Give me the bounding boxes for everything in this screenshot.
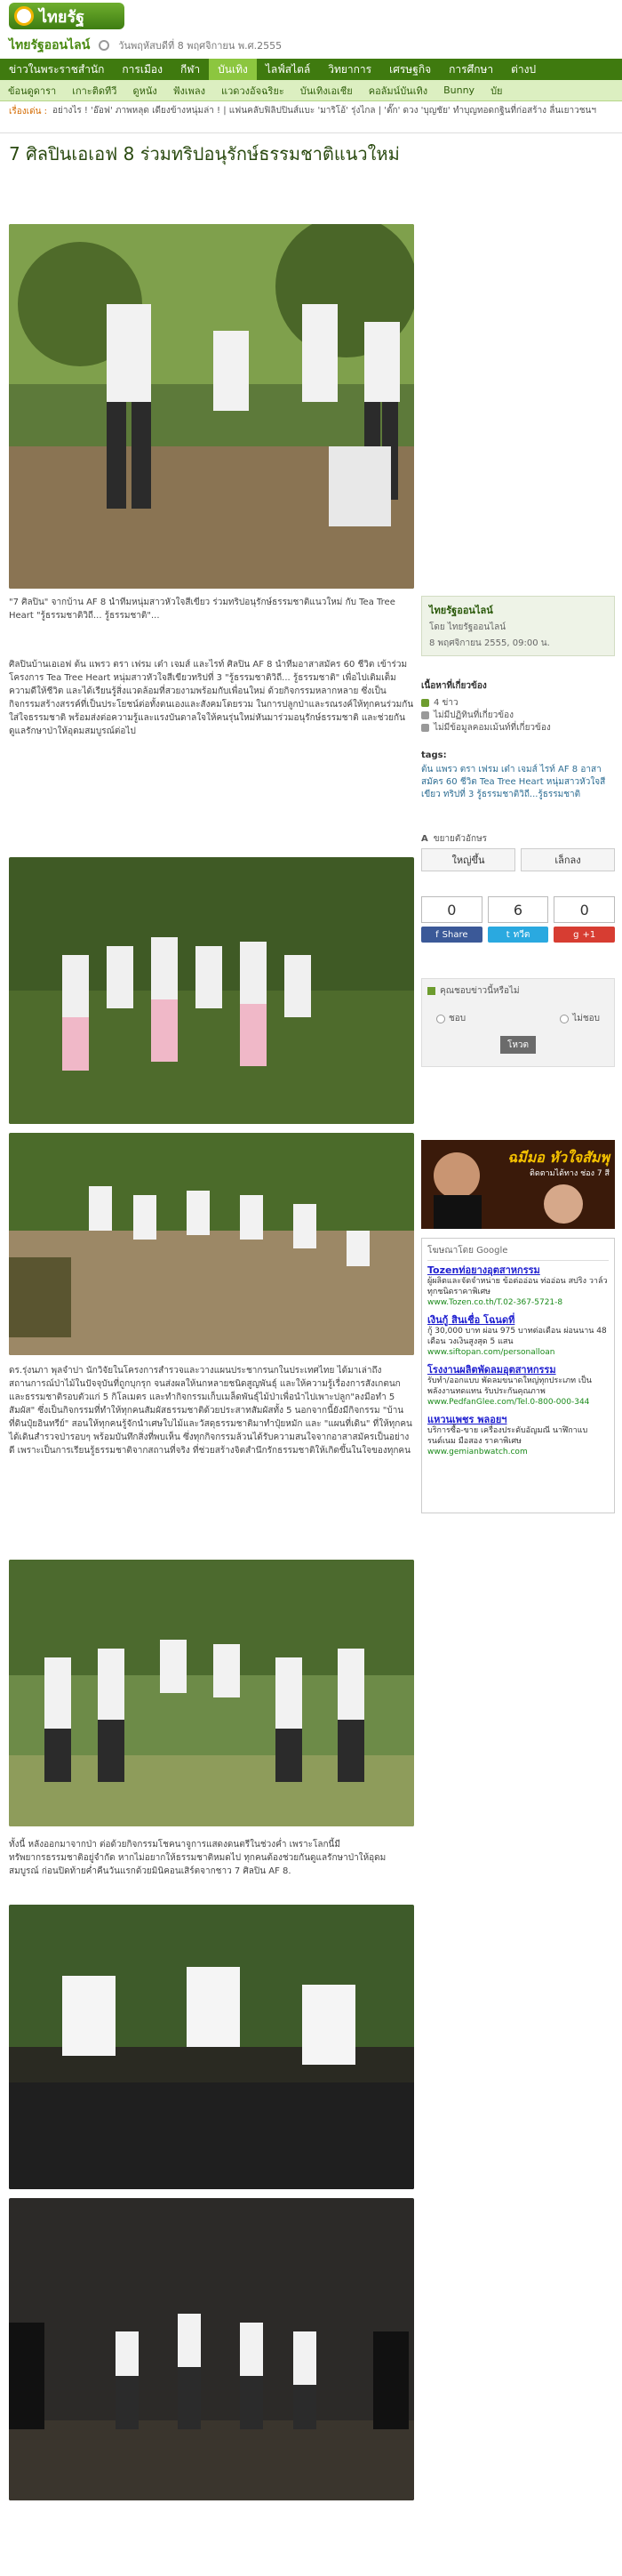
poll-icon (427, 987, 435, 995)
nav-item[interactable]: ข่าวในพระราชสำนัก (9, 62, 105, 76)
article-photo-2[interactable] (9, 857, 414, 1124)
facebook-share (421, 896, 482, 943)
banner-title: ฉมีมอ หัวใจสัมพุ (507, 1149, 610, 1166)
article-info-box (421, 596, 615, 656)
nav-item[interactable]: การเมือง (122, 62, 163, 76)
twitter-icon: t (506, 929, 510, 940)
subnav-item[interactable]: ข้อนดูดารา (8, 84, 57, 97)
radio-icon[interactable] (560, 1015, 569, 1023)
related-item[interactable]: ไม่มีปฏิทินที่เกี่ยวข้อง (421, 709, 615, 721)
tags-block (421, 750, 615, 801)
info-datetime: 8 พฤศจิกายน 2555, 09:00 น. (429, 638, 550, 648)
font-size-label: A ขยายตัวอักษร (421, 834, 488, 844)
poll-box (421, 978, 615, 1067)
article-photo-6[interactable] (9, 2198, 414, 2500)
nav-item[interactable]: วิทยาการ (328, 62, 372, 76)
article-paragraph: ศิลปินบ้านเอเอฟ ต้น แพรว ตรา เฟรม เต๋า เจมส์ และไรท์ ศิลปิน AF 8 นำทีมอาสาสมัคร 60 ชีวิต เข้าร่วมโครงการ Tea Tree Heart หนุ่มสาวหัวใจสีเขียวทริปที่ 3 "รู้ธรรมชาติวิถี... รู้ธรรมชาติ" เพื่อไปเติมเต็มความดีให้ชีวิต และได้เรียนรู้สิ่งแวดล้อมที่สวยงามพร้อมกับเพื่อนใหม่ ด้วยกิจกรรมหลากหลาย ซึ่งเป็นกิจกรรมสร้างสรรค์ที่เป็นประโยชน์ต่อทั้งตนเองและสังคมโดยรวม ในการปลูกป่าและรณรงค์ให้ทุกคนร่วมกันใส่ใจธรรมชาติ พร้อมส่งต่อความรู้และแรงบันดาลใจให้คนรุ่นใหม่หันมาร่วมอนุรักษ์ธรรมชาติ และช่วยกันดูแลรักษาป่าให้อุดมสมบูรณ์ต่อไป (9, 660, 414, 736)
site-name[interactable]: ไทยรัฐออนไลน์ (9, 38, 91, 52)
promo-banner[interactable] (421, 1140, 615, 1229)
facebook-count: 0 (421, 896, 482, 923)
article-paragraph: "7 ศิลปิน" จากบ้าน AF 8 นำทีมหนุ่มสาวหัวใจสีเขียว ร่วมทริปอนุรักษ์ธรรมชาติแนวใหม่ กับ Tea Tree Heart "รู้ธรรมชาติวิถี... รู้ธรรมชาติ"... (9, 598, 395, 621)
ad-item[interactable]: แหวนเพชร พลอยฯ บริการซื้อ-ขาย เครื่องประดับอัญมณี นาฬิกาแบรนด์เนม มือสอง ราคาพิเศษ www.gemianbwatch.com (427, 1414, 588, 1457)
font-size-icon: A (421, 834, 428, 844)
article-photo-1[interactable] (9, 224, 414, 589)
comment-icon (421, 724, 429, 732)
logo-mark-icon (14, 6, 34, 26)
tag-links[interactable]: ต้น แพรว ตรา เฟรม เต๋า เจมส์ ไรท์ AF 8 อาสาสมัคร 60 ชีวิต Tea Tree Heart หนุ่มสาวหัวใจสีเขียว ทริปที่ 3 รู้ธรรมชาติวิถี...รู้ธรรมชาติ (421, 765, 606, 799)
poll-option-no[interactable]: ไม่ชอบ (560, 1012, 600, 1025)
gplus-share (554, 896, 615, 943)
related-title: เนื้อหาที่เกี่ยวข้อง (421, 681, 487, 691)
facebook-icon: f (435, 929, 439, 940)
radio-icon[interactable] (436, 1015, 445, 1023)
hot-news-bar (0, 101, 622, 133)
ad-item[interactable]: โรงงานผลิตพัดลมอุตสาหกรรม รับทำ/ออกแบบ พัดลมขนาดใหญ่ทุกประเภท เป็นพลังงานทดแทน รับประกันคุณภาพ www.PedfanGlee.com/Tel.0-800-000-344 (427, 1364, 592, 1407)
nav-item[interactable]: เศรษฐกิจ (389, 62, 432, 76)
subhead (0, 32, 622, 59)
nav-item-active[interactable]: บันเทิง (209, 59, 257, 80)
twitter-share (488, 896, 549, 943)
logo-text: ไทยรัฐ (39, 7, 85, 27)
nav-item[interactable]: การศึกษา (449, 62, 494, 76)
poll-vote-button[interactable]: โหวต (500, 1036, 536, 1054)
poll (427, 984, 609, 1054)
font-larger-button[interactable]: ใหญ่ขึ้น (421, 848, 515, 871)
share-counters (421, 896, 615, 943)
related-item[interactable]: 4 ข่าว (421, 696, 615, 709)
font-size-buttons (421, 848, 615, 871)
poll-option-yes[interactable]: ชอบ (436, 1012, 466, 1025)
gplus-count: 0 (554, 896, 615, 923)
subnav-item[interactable]: เกาะติดทีวี (72, 84, 117, 97)
banner-subtitle: ติดตามได้ทาง ช่อง 7 สี (530, 1169, 610, 1178)
clock-icon (99, 40, 109, 51)
subnav-item[interactable]: คอลัมน์บันเทิง (368, 84, 428, 97)
ad-item[interactable]: เงินกู้ สินเชื่อ โฉนดที่ กู้ 30,000 บาท ผ่อน 975 บาทต่อเดือน ผ่อนนาน 48 เดือน วงเงินสูงสุด 5 แสน www.siftopan.com/personalloan (427, 1314, 607, 1357)
font-smaller-button[interactable]: เล็กลง (521, 848, 615, 871)
nav-item[interactable]: กีฬา (179, 62, 201, 76)
nav-item[interactable]: ไลฟ์สไตล์ (265, 62, 311, 76)
twitter-share-button[interactable]: t ทวีต (488, 927, 549, 943)
subnav-item[interactable]: บัย (490, 84, 503, 97)
poll-question: คุณชอบข่าวนี้หรือไม่ (440, 986, 520, 996)
article-photo-4[interactable] (9, 1560, 414, 1826)
thairath-logo[interactable] (9, 3, 124, 29)
twitter-count: 6 (488, 896, 549, 923)
calendar-icon (421, 711, 429, 719)
subnav-item[interactable]: ฟังเพลง (172, 84, 206, 97)
current-date: วันพฤหัสบดีที่ 8 พฤศจิกายน พ.ศ.2555 (118, 40, 283, 52)
info-author: โดย ไทยรัฐออนไลน์ (429, 622, 506, 632)
article-headline: 7 ศิลปินเอเอฟ 8 ร่วมทริปอนุรักษ์ธรรมชาติแนวใหม่ (9, 143, 400, 165)
article-paragraph: ดร.รุ่งนภา พุลจำปา นักวิจัยในโครงการสำรวจและวางแผนประชากรนกในประเทศไทย ได้มาเล่าถึงสถานการณ์ป่าไม้ในปัจจุบันที่ถูกบุกรุก จนส่งผลให้นกหลายชนิดสูญพันธุ์ และให้ความรู้เรื่องการสังเกตนกและธรรมชาติรอบตัวแก่ 5 กิโลเมตร และทำกิจกรรมเก็บเมล็ดพันธุ์ไม้ป่าเพื่อนำไปเพาะปลูก"ลงมือทำ 5 สัมผัส" ซึ่งเป็นกิจกรรมที่ทำให้ทุกคนสัมผัสธรรมชาติด้วยประสาทสัมผัสทั้ง 5 นอกจากนี้ยังมีกิจกรรม "บ้านที่ดินปุ๋ยอินทรีย์" สอนให้ทุกคนรู้จักนำเศษใบไม้และวัสดุธรรมชาติมาทำปุ๋ยหมัก และ "แผนที่เดิน" ที่ให้ทุกคนได้เดินสำรวจป่ารอบๆ พร้อมบันทึกสิ่งที่พบเห็น ซึ่งทุกกิจกรรมล้วนได้รับความสนใจจากอาสาสมัครเป็นอย่างดี เพราะเป็นการเรียนรู้ธรรมชาติจากสถานที่จริง ที่ช่วยสร้างจิตสำนึกรักธรรมชาติให้เกิดขึ้นในใจของทุกคน (9, 1366, 412, 1456)
hot-news-label: เรื่องเด่น : (9, 107, 47, 116)
gplus-share-button[interactable]: g +1 (554, 927, 615, 943)
article-paragraph: ทั้งนี้ หลังออกมาจากป่า ต่อด้วยกิจกรรมโชคนาจูการแสดงดนตรีในช่วงค่ำ เพราะโลกนี้มีทรัพยากรธรรมชาติอยู่จำกัด หากไม่อยากให้ธรรมชาติหมดไป ทุกคนต้องช่วยกันดูแลรักษาป่าให้อุดมสมบูรณ์ ก่อนปิดท้ายค่ำคืนวันแรกด้วยมินิคอนเสิร์ตจากชาว 7 ศิลปิน AF 8. (9, 1840, 387, 1876)
hot-news-links[interactable]: อย่างไร ! 'อ๊อฟ' ภาพหลุด เดียงข้างหนุ่มล่า ! | แฟนคลับฟิลิปปินส์แบะ 'มาริโอ้' รุ่งไกล | 'ตั๊ก' ดวง 'บุญชัย' ทำบุญทอดกฐินที่ก่อสร้าง ลื่นเยาวชนฯ (52, 106, 596, 116)
sub-nav (0, 80, 622, 101)
related-item[interactable]: ไม่มีข้อมูลคอมเม้นท์ที่เกี่ยวข้อง (421, 721, 615, 734)
news-icon (421, 699, 429, 707)
google-ads (421, 1238, 615, 1513)
subnav-item[interactable]: บันเทิงเอเชีย (299, 84, 353, 97)
facebook-share-button[interactable]: f Share (421, 927, 482, 943)
ads-header: โฆษณาโดย Google (427, 1244, 609, 1261)
subnav-item[interactable]: ดูหนัง (132, 84, 157, 97)
gplus-icon: g (573, 929, 579, 940)
tags-title: tags: (421, 750, 447, 760)
logo-row (0, 0, 622, 32)
main-nav (0, 59, 622, 80)
related-content (421, 679, 615, 734)
article-photo-5[interactable] (9, 1905, 414, 2189)
ad-item[interactable]: Tozenท่อยางอุตสาหกรรม ผู้ผลิตและจัดจำหน่าย ข้อต่ออ่อน ท่ออ่อน สปริง วาล์วทุกชนิดราคาพิเศษ www.Tozen.co.th/T.02-367-5721-8 (427, 1264, 608, 1307)
info-source: ไทยรัฐออนไลน์ (429, 605, 493, 616)
subnav-item[interactable]: แวดวงอัจฉริยะ (221, 84, 284, 97)
nav-item[interactable]: ต่างป (511, 62, 537, 76)
subnav-item[interactable]: Bunny (443, 84, 475, 96)
article-photo-3[interactable] (9, 1133, 414, 1355)
